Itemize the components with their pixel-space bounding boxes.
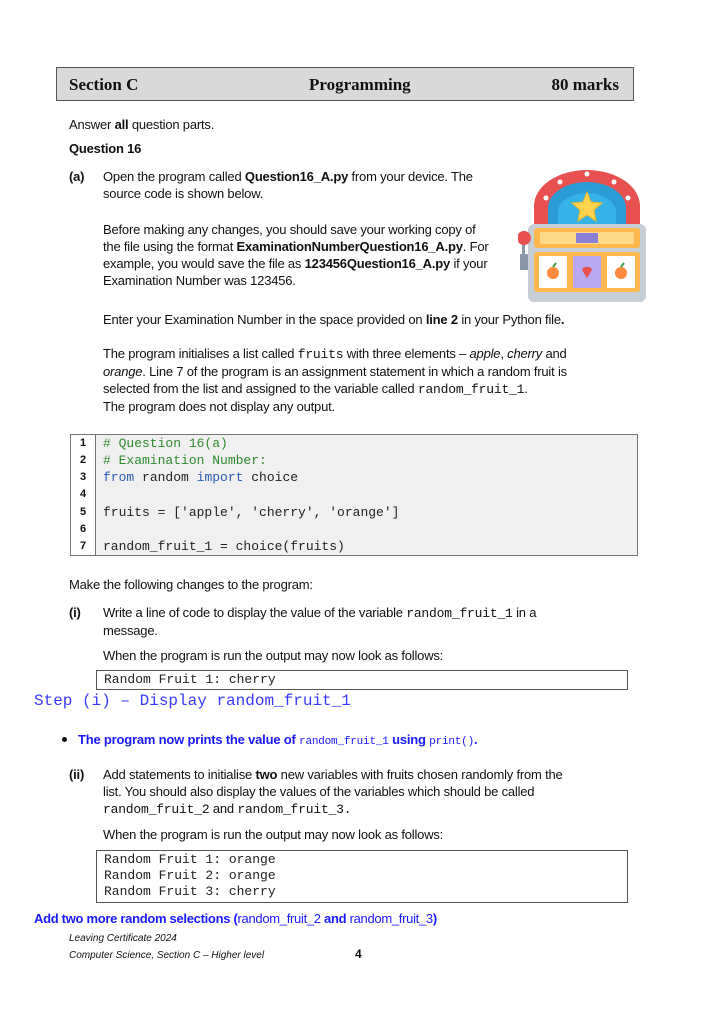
line-number: 5 <box>79 506 87 518</box>
line-number: 6 <box>79 523 87 535</box>
line-number: 4 <box>79 488 87 500</box>
annotation-step-ii: Add two more random selections (random_fruit_2 and random_fruit_3) <box>34 911 437 926</box>
part-ii-text: Add statements to initialise two new variables with fruits chosen randomly from the list. You should also display the values of the variables which should be called random_fruit_2 and random_fruit_3. <box>103 767 563 817</box>
annotation-step-i-bullet: The program now prints the value of random_fruit_1 using print(). <box>78 732 478 748</box>
part-i-output-box <box>96 670 628 690</box>
part-i-text: Write a line of code to display the value of the variable random_fruit_1 in a message. <box>103 605 537 638</box>
footer-subject: Computer Science, Section C – Higher level <box>69 950 265 961</box>
section-title: Programming <box>309 75 411 94</box>
code-line-3: from random import choice <box>103 470 299 485</box>
section-label: Section C <box>69 75 139 94</box>
part-a-para2: Before making any changes, you should save your working copy of the file using the format ExaminationNumberQuestion16_A.py. For example, you would save the file as 123456Question16_A.py if your Examination Number was 123456. <box>103 222 489 288</box>
part-i-run-text: When the program is run the output may now look as follows: <box>103 648 444 663</box>
output-line: Random Fruit 3: cherry <box>104 884 276 899</box>
instructions: Answer all question parts. <box>69 117 215 132</box>
annotation-step-i-heading: Step (i) – Display random_fruit_1 <box>34 692 351 710</box>
part-a-para3: Enter your Examination Number in the space provided on line 2 in your Python file. <box>103 312 565 327</box>
code-listing <box>70 434 638 556</box>
output-line: Random Fruit 1: cherry <box>104 672 276 687</box>
part-ii-output-box <box>96 850 628 903</box>
bullet-dot <box>62 737 67 742</box>
code-line-2: # Examination Number: <box>103 453 267 468</box>
section-marks: 80 marks <box>551 75 619 94</box>
part-a-para1: Open the program called Question16_A.py from your device. The source code is shown below. <box>103 169 473 201</box>
section-header-bar <box>56 67 634 101</box>
footer-exam-title: Leaving Certificate 2024 <box>69 933 177 944</box>
output-line: Random Fruit 1: orange <box>104 852 276 867</box>
changes-intro: Make the following changes to the program: <box>69 577 313 592</box>
code-line-7: random_fruit_1 = choice(fruits) <box>103 539 345 554</box>
part-i-label: (i) <box>69 605 81 620</box>
part-ii-run-text: When the program is run the output may now look as follows: <box>103 827 444 842</box>
line-number: 2 <box>79 454 87 466</box>
page-number: 4 <box>355 947 362 961</box>
code-line-5: fruits = ['apple', 'cherry', 'orange'] <box>103 505 400 520</box>
code-line-1: # Question 16(a) <box>103 436 228 451</box>
output-line: Random Fruit 2: orange <box>104 868 276 883</box>
line-number: 7 <box>79 540 87 552</box>
line-number: 1 <box>79 437 87 449</box>
part-ii-label: (ii) <box>69 767 85 782</box>
part-a-para4: The program initialises a list called fruits with three elements – apple, cherry and orange. Line 7 of the program is an assignment statement in which a random fruit is selected from the list and assigned to the variable called random_fruit_1. The program does not display any output. <box>103 346 567 414</box>
question-label: Question 16 <box>69 141 142 156</box>
line-number: 3 <box>79 471 87 483</box>
part-a-label: (a) <box>69 169 85 184</box>
slot-machine-icon <box>518 168 656 304</box>
